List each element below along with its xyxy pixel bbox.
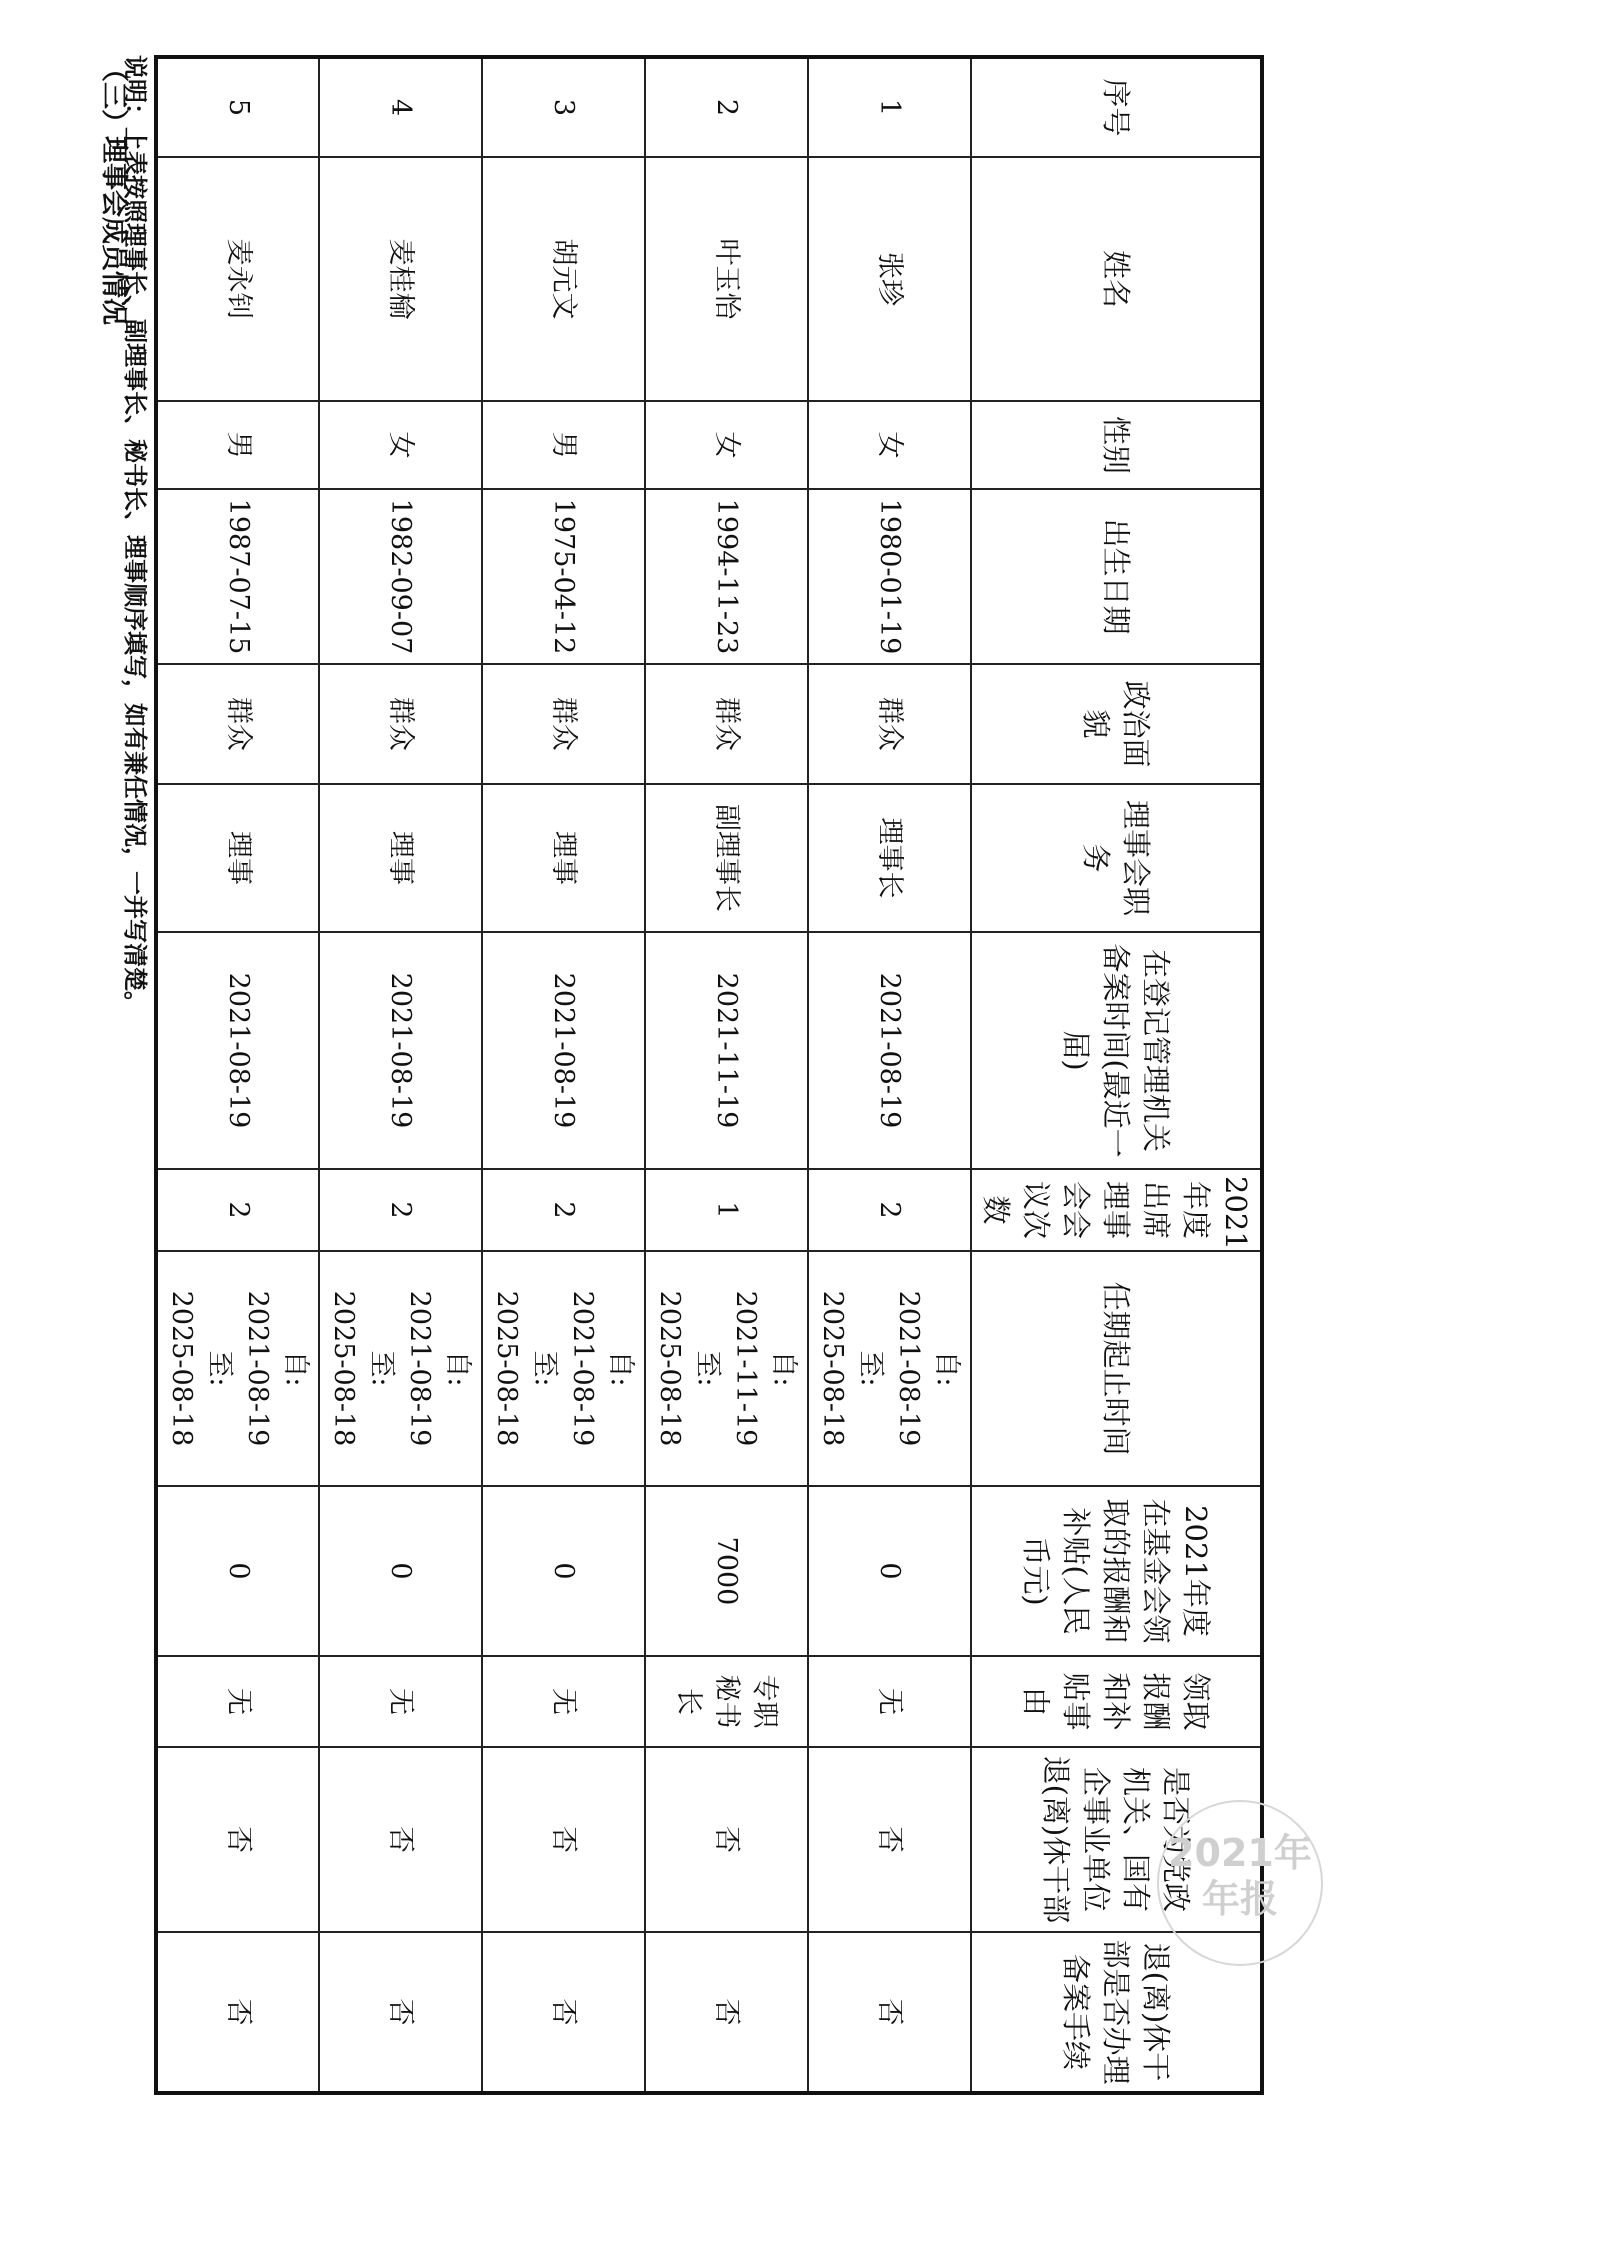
term-end: 2025-08-18 xyxy=(817,1290,849,1447)
cell-political-status: 群众 xyxy=(319,664,482,784)
cell-registration-date: 2021-08-19 xyxy=(319,932,482,1169)
header-compensation-reason: 领取报酬和补贴事由 xyxy=(971,1656,1262,1747)
cell-compensation-reason: 无 xyxy=(482,1656,645,1747)
header-meetings-attended: 2021年度出席理事会会议次数 xyxy=(971,1169,1262,1251)
cell-retirement-filed: 否 xyxy=(645,1932,808,2093)
cell-birth-date: 1987-07-15 xyxy=(156,489,319,664)
cell-term-period xyxy=(808,1251,971,1486)
header-name: 姓名 xyxy=(971,157,1262,401)
cell-compensation-reason: 无 xyxy=(156,1656,319,1747)
cell-board-position: 副理事长 xyxy=(645,784,808,932)
cell-term-period xyxy=(645,1251,808,1486)
watermark-line-1: 2021年 xyxy=(1168,1831,1312,1875)
table-row xyxy=(319,57,482,2093)
cell-name: 胡元文 xyxy=(482,157,645,401)
cell-gender: 男 xyxy=(156,401,319,489)
cell-birth-date: 1994-11-23 xyxy=(645,489,808,664)
cell-name: 麦桂榆 xyxy=(319,157,482,401)
cell-index: 1 xyxy=(808,57,971,157)
cell-meetings-attended: 2 xyxy=(319,1169,482,1251)
cell-index: 2 xyxy=(645,57,808,157)
term-from-label: 自: xyxy=(768,1350,800,1387)
cell-board-position: 理事 xyxy=(156,784,319,932)
cell-board-position: 理事 xyxy=(319,784,482,932)
term-start: 2021-08-19 xyxy=(404,1290,436,1447)
cell-gender: 女 xyxy=(808,401,971,489)
cell-name: 张珍 xyxy=(808,157,971,401)
cell-meetings-attended: 1 xyxy=(645,1169,808,1251)
cell-is-retired-official: 否 xyxy=(156,1747,319,1932)
term-start: 2021-08-19 xyxy=(567,1290,599,1447)
section-title: （三）理事会成员情况 xyxy=(98,55,129,325)
cell-name: 叶玉怡 xyxy=(645,157,808,401)
header-board-position: 理事会职务 xyxy=(971,784,1262,932)
term-to-label: 至: xyxy=(692,1350,724,1387)
term-end: 2025-08-18 xyxy=(654,1290,686,1447)
cell-term-period xyxy=(319,1251,482,1486)
cell-birth-date: 1982-09-07 xyxy=(319,489,482,664)
header-is-retired-official: 是否为党政机关、国有企事业单位退(离)休干部 xyxy=(971,1747,1262,1932)
landscape-page xyxy=(84,55,1264,2095)
term-end: 2025-08-18 xyxy=(166,1290,197,1447)
term-from-label: 自: xyxy=(280,1350,311,1387)
cell-political-status: 群众 xyxy=(156,664,319,784)
cell-board-position: 理事 xyxy=(482,784,645,932)
cell-gender: 女 xyxy=(645,401,808,489)
cell-compensation-reason: 无 xyxy=(319,1656,482,1747)
cell-registration-date: 2021-08-19 xyxy=(808,932,971,1169)
cell-is-retired-official: 否 xyxy=(319,1747,482,1932)
term-to-label: 至: xyxy=(529,1350,561,1387)
cell-registration-date: 2021-08-19 xyxy=(482,932,645,1169)
table-header-row xyxy=(971,57,1262,2093)
header-compensation: 2021年度在基金会领取的报酬和补贴(人民币元) xyxy=(971,1486,1262,1656)
term-to-label: 至: xyxy=(855,1350,887,1387)
header-retirement-filed: 退(离)休干部是否办理备案手续 xyxy=(971,1932,1262,2093)
header-birth-date: 出生日期 xyxy=(971,489,1262,664)
cell-compensation: 0 xyxy=(156,1486,319,1656)
cell-index: 3 xyxy=(482,57,645,157)
table-note: 说明：上表按照理事长、副理事长、秘书长、理事顺序填写，如有兼任情况，一并写清楚。 xyxy=(121,55,149,1015)
cell-retirement-filed: 否 xyxy=(156,1932,319,2093)
cell-compensation: 0 xyxy=(319,1486,482,1656)
cell-compensation: 0 xyxy=(808,1486,971,1656)
cell-political-status: 群众 xyxy=(808,664,971,784)
cell-meetings-attended: 2 xyxy=(808,1169,971,1251)
term-from-label: 自: xyxy=(605,1350,637,1387)
cell-gender: 男 xyxy=(482,401,645,489)
table-row xyxy=(156,57,319,2093)
cell-name: 麦永钊 xyxy=(156,157,319,401)
term-end: 2025-08-18 xyxy=(491,1290,523,1447)
cell-compensation-reason: 无 xyxy=(808,1656,971,1747)
table-row xyxy=(808,57,971,2093)
board-members-table xyxy=(154,55,1264,2095)
table-row xyxy=(482,57,645,2093)
cell-political-status: 群众 xyxy=(482,664,645,784)
cell-compensation-reason: 专职秘书长 xyxy=(645,1656,808,1747)
cell-is-retired-official: 否 xyxy=(645,1747,808,1932)
term-start: 2021-11-19 xyxy=(730,1290,762,1447)
cell-birth-date: 1975-04-12 xyxy=(482,489,645,664)
cell-term-period xyxy=(482,1251,645,1486)
cell-retirement-filed: 否 xyxy=(319,1932,482,2093)
cell-political-status: 群众 xyxy=(645,664,808,784)
cell-index: 5 xyxy=(156,57,319,157)
cell-board-position: 理事长 xyxy=(808,784,971,932)
term-to-label: 至: xyxy=(204,1350,235,1387)
cell-compensation: 7000 xyxy=(645,1486,808,1656)
header-political-status: 政治面貌 xyxy=(971,664,1262,784)
term-from-label: 自: xyxy=(442,1350,474,1387)
cell-compensation: 0 xyxy=(482,1486,645,1656)
header-index: 序号 xyxy=(971,57,1262,157)
cell-term-period xyxy=(156,1251,319,1486)
watermark-line-2: 年报 xyxy=(1201,1877,1278,1921)
term-end: 2025-08-18 xyxy=(328,1290,360,1447)
term-from-label: 自: xyxy=(931,1350,963,1387)
table-row xyxy=(645,57,808,2093)
cell-is-retired-official: 否 xyxy=(808,1747,971,1932)
cell-retirement-filed: 否 xyxy=(482,1932,645,2093)
term-start: 2021-08-19 xyxy=(893,1290,925,1447)
cell-meetings-attended: 2 xyxy=(156,1169,319,1251)
cell-registration-date: 2021-11-19 xyxy=(645,932,808,1169)
header-registration-date: 在登记管理机关备案时间(最近一届) xyxy=(971,932,1262,1169)
term-start: 2021-08-19 xyxy=(242,1290,273,1447)
cell-birth-date: 1980-01-19 xyxy=(808,489,971,664)
cell-is-retired-official: 否 xyxy=(482,1747,645,1932)
cell-index: 4 xyxy=(319,57,482,157)
cell-meetings-attended: 2 xyxy=(482,1169,645,1251)
header-gender: 性别 xyxy=(971,401,1262,489)
cell-retirement-filed: 否 xyxy=(808,1932,971,2093)
cell-gender: 女 xyxy=(319,401,482,489)
header-term-period: 任期起止时间 xyxy=(971,1251,1262,1486)
term-to-label: 至: xyxy=(366,1350,398,1387)
cell-registration-date: 2021-08-19 xyxy=(156,932,319,1169)
